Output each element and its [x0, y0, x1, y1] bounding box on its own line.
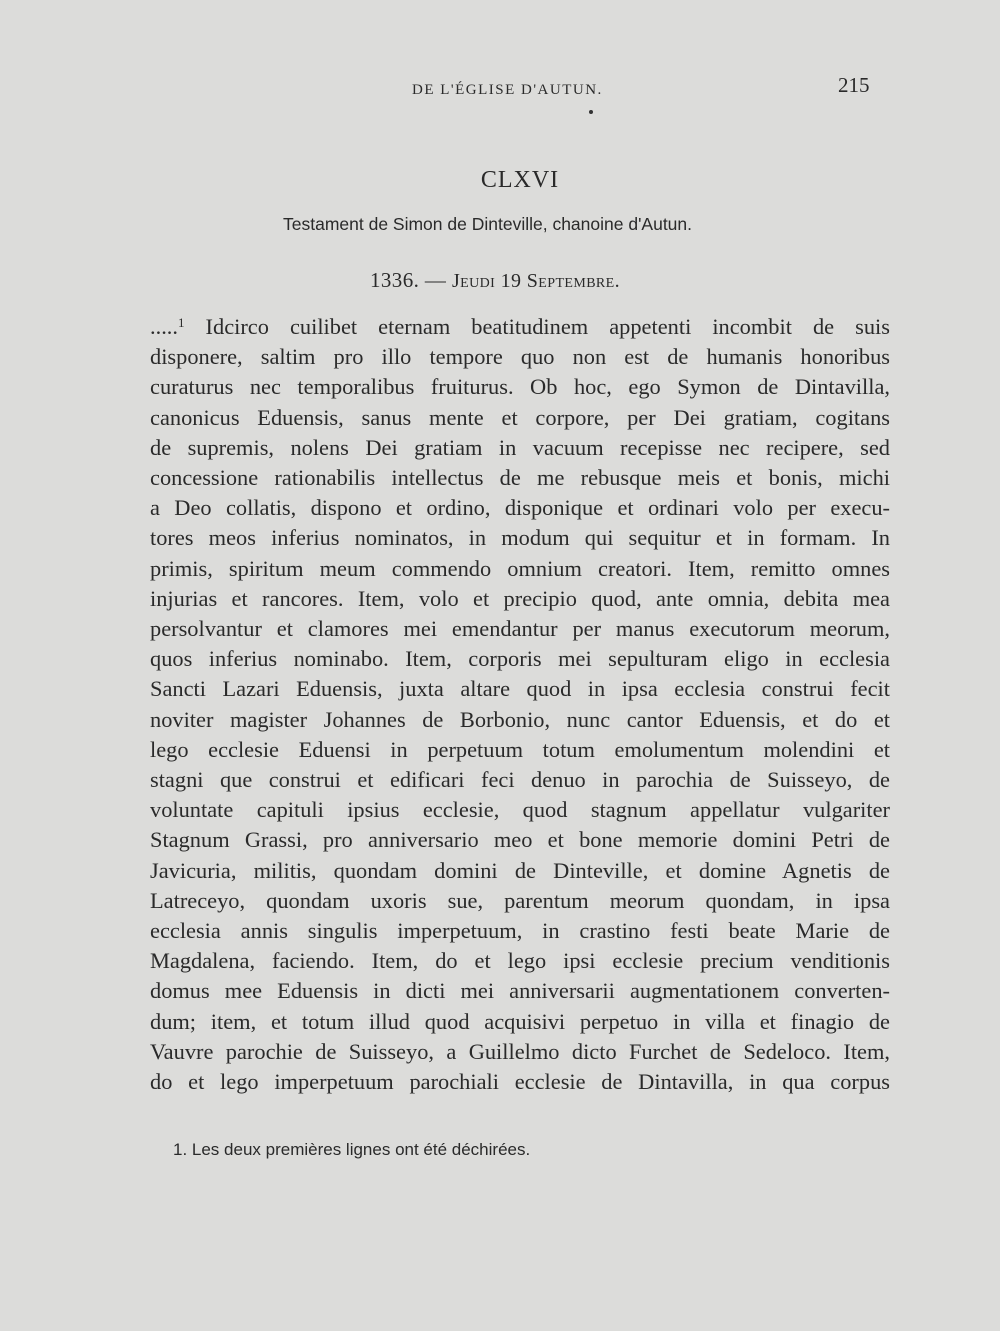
body-line: stagni que construi et edificari feci denuo in parochia de Suisseyo, de	[150, 767, 890, 793]
body-line: lego ecclesie Eduensi in perpetuum totum emolumentum molendini et	[150, 736, 890, 762]
body-line-text: Idcirco cuilibet eternam beatitudinem appetenti incombit de suis	[184, 314, 890, 339]
body-line: Javicuria, militis, quondam domini de Dinteville, et domine Agnetis de	[150, 857, 890, 883]
body-line: Sancti Lazari Eduensis, juxta altare quod in ipsa ecclesia construi fecit	[150, 676, 890, 702]
body-line: Vauvre parochie de Suisseyo, a Guillelmo dicto Furchet de Sedeloco. Item,	[150, 1038, 890, 1064]
body-line: disponere, saltim pro illo tempore quo non est de humanis honoribus	[150, 344, 890, 370]
footnote-ref: 1	[178, 315, 185, 330]
body-line: de supremis, nolens Dei gratiam in vacuum recepisse nec recipere, sed	[150, 434, 890, 460]
ink-dot	[589, 110, 593, 114]
document-body	[150, 312, 890, 1097]
body-line: quos inferius nominabo. Item, corporis mei sepulturam eligo in ecclesia	[150, 646, 890, 672]
document-title: Testament de Simon de Dinteville, chanoine d'Autun.	[283, 214, 693, 234]
running-title: DE L'ÉGLISE D'AUTUN.	[412, 82, 603, 98]
body-line: a Deo collatis, dispono et ordino, disponique et ordinari volo per execu-	[150, 495, 890, 521]
body-line: curaturus nec temporalibus fruiturus. Ob hoc, ego Symon de Dintavilla,	[150, 374, 890, 400]
body-line: Stagnum Grassi, pro anniversario meo et bone memorie domini Petri de	[150, 827, 890, 853]
body-line: domus mee Eduensis in dicti mei anniversarii augmentationem converten-	[150, 978, 890, 1004]
footnote: 1. Les deux premières lignes ont été déchirées.	[173, 1140, 531, 1159]
body-line: voluntate capituli ipsius ecclesie, quod stagnum appellatur vulgariter	[150, 797, 890, 823]
body-line: tores meos inferius nominatos, in modum qui sequitur et in formam. In	[150, 525, 890, 551]
body-line: concessione rationabilis intellectus de me rebusque meis et bonis, michi	[150, 465, 890, 491]
body-line: do et lego imperpetuum parochiali ecclesie de Dintavilla, in qua corpus	[150, 1069, 890, 1095]
body-line: Magdalena, faciendo. Item, do et lego ipsi ecclesie precium venditionis	[150, 948, 890, 974]
page-number: 215	[838, 73, 870, 97]
body-line: persolvantur et clamores mei emendantur per manus executorum meorum,	[150, 616, 890, 642]
date-year: 1336. —	[370, 268, 447, 292]
ellipsis-lead: .....	[150, 314, 178, 339]
body-line: noviter magister Johannes de Borbonio, nunc cantor Eduensis, et do et	[150, 706, 890, 732]
body-line: canonicus Eduensis, sanus mente et corpore, per Dei gratiam, cogitans	[150, 404, 890, 430]
body-line: ecclesia annis singulis imperpetuum, in crastino festi beate Marie de	[150, 918, 890, 944]
body-line: injurias et rancores. Item, volo et precipio quod, ante omnia, debita mea	[150, 585, 890, 611]
body-line: primis, spiritum meum commendo omnium creatori. Item, remitto omnes	[150, 555, 890, 581]
body-line: Latreceyo, quondam uxoris sue, parentum meorum quondam, in ipsa	[150, 887, 890, 913]
document-date	[370, 268, 620, 293]
body-line	[150, 312, 890, 342]
date-day: Jeudi 19 Septembre.	[451, 270, 621, 292]
document-number: CLXVI	[480, 167, 560, 193]
body-line: dum; item, et totum illud quod acquisivi perpetuo in villa et finagio de	[150, 1008, 890, 1034]
